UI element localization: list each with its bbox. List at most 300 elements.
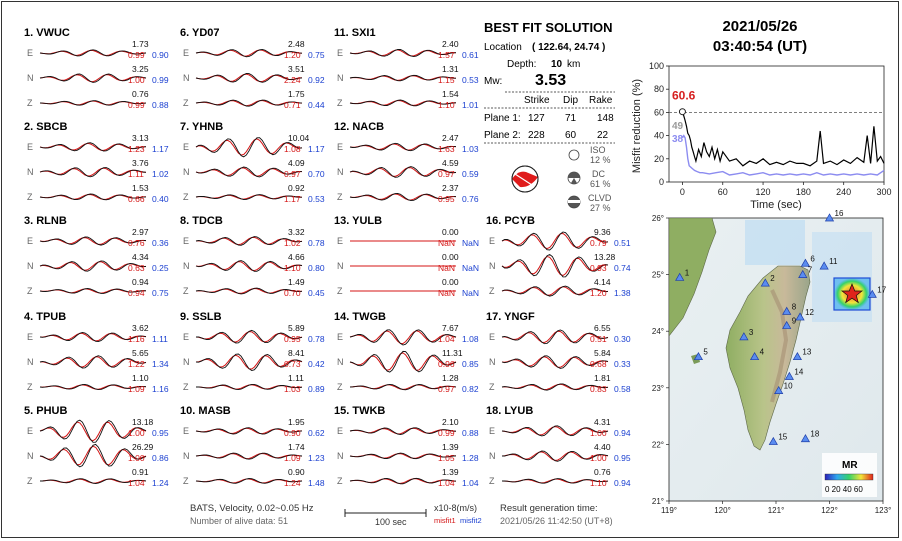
misfit1-value: 2.24 (284, 75, 301, 85)
dc-icon (568, 172, 580, 184)
component-label: E (183, 142, 190, 152)
misfit2-value: 1.48 (308, 478, 325, 488)
amplitude-value: 1.54 (442, 89, 459, 99)
chart-annotation-gray: 49 (672, 121, 684, 133)
misfit2-value: 0.45 (308, 288, 325, 298)
misfit2-value: NaN (462, 288, 480, 298)
misfit2-value: 0.36 (152, 238, 169, 248)
amplitude-value: 0.00 (442, 252, 459, 262)
station-panel (180, 311, 325, 394)
amplitude-value: 3.32 (288, 227, 305, 237)
amplitude-value: 6.55 (594, 323, 611, 333)
clvd-percent: 27 % (590, 203, 611, 213)
misfit1-value: 0.63 (128, 263, 145, 273)
amplitude-value: 4.34 (132, 252, 149, 262)
misfit2-value: 0.92 (308, 75, 325, 85)
component-label: Z (183, 476, 189, 486)
component-label: Z (183, 382, 189, 392)
station-panel (24, 121, 169, 204)
station-panel (334, 121, 479, 204)
amplitude-value: 26.29 (132, 442, 154, 452)
component-label: Z (27, 286, 33, 296)
component-label: N (27, 73, 34, 83)
misfit2-value: 0.33 (614, 359, 631, 369)
station-title: 1. VWUC (24, 27, 70, 39)
misfit1-value: 1.20 (590, 288, 607, 298)
time-scale-label: 100 sec (375, 517, 407, 527)
station-number-label: 2 (770, 274, 775, 284)
misfit1-value: 1.00 (128, 453, 145, 463)
amplitude-value: 3.13 (132, 133, 149, 143)
misfit2-value: 1.23 (308, 453, 325, 463)
component-label: N (489, 357, 496, 367)
misfit1-value: 1.15 (438, 75, 455, 85)
misfit1-value: 1.00 (128, 75, 145, 85)
component-label: Z (489, 286, 495, 296)
legend-misfit2: misfit2 (460, 516, 482, 525)
misfit2-value: 0.89 (308, 384, 325, 394)
x-tick-label: 0 (679, 187, 685, 197)
misfit2-value: 0.61 (462, 50, 479, 60)
misfit2-value: 1.03 (462, 144, 479, 154)
misfit2-value: 1.08 (462, 334, 479, 344)
misfit2-value: 0.88 (152, 100, 169, 110)
component-label: Z (27, 192, 33, 202)
misfit2-value: 0.90 (152, 50, 169, 60)
component-label: E (27, 142, 34, 152)
station-title: 14. TWGB (334, 311, 386, 323)
misfit2-value: 0.85 (462, 359, 479, 369)
mr-colorbar (822, 453, 877, 497)
station-panel (334, 215, 479, 298)
component-label: N (337, 167, 344, 177)
amplitude-value: 2.47 (442, 133, 459, 143)
amplitude-value: 2.10 (442, 417, 459, 427)
amplitude-value: 13.28 (594, 252, 616, 262)
misfit1-value: 1.11 (128, 169, 144, 179)
component-label: E (337, 426, 344, 436)
location-value: ( 122.64, 24.74 ) (532, 42, 606, 53)
component-label: N (27, 261, 34, 271)
component-label: Z (337, 98, 343, 108)
component-label: E (27, 426, 34, 436)
component-label: Z (183, 286, 189, 296)
misfit1-value: 1.10 (438, 100, 455, 110)
station-number-label: 8 (791, 302, 797, 312)
component-label: N (183, 357, 190, 367)
amplitude-value: 5.84 (594, 348, 611, 358)
component-label: N (489, 261, 496, 271)
misfit2-value: 0.95 (152, 428, 169, 438)
component-label: N (489, 451, 496, 461)
amplitude-value: 8.41 (288, 348, 305, 358)
station-triangle (826, 214, 834, 221)
footer-alive-count: Number of alive data: 51 (190, 516, 289, 526)
misfit1-value: 0.66 (128, 194, 145, 204)
amplitude-value: 1.73 (132, 39, 149, 49)
component-label: N (183, 167, 190, 177)
colorbar-ticks: 0 20 40 60 (825, 485, 863, 494)
station-number-label: 12 (805, 308, 814, 318)
station-panel (334, 311, 479, 394)
station-number-label: 17 (877, 285, 887, 295)
event-date: 2021/05/26 (722, 18, 798, 35)
misfit2-value: 1.38 (614, 288, 631, 298)
misfit2-value: 0.53 (462, 75, 479, 85)
misfit1-value: 0.51 (590, 334, 607, 344)
amplitude-value: 2.48 (288, 39, 305, 49)
misfit2-value: 0.74 (614, 263, 631, 273)
station-number-label: 13 (802, 347, 812, 357)
station-title: 9. SSLB (180, 311, 222, 323)
station-title: 17. YNGF (486, 311, 535, 323)
station-number-label: 11 (829, 257, 838, 267)
component-label: Z (27, 98, 33, 108)
component-label: Z (489, 476, 495, 486)
component-label: N (183, 261, 190, 271)
chart-plot-area (669, 66, 884, 182)
station-panel (24, 27, 169, 110)
colorbar-label: MR (842, 460, 858, 471)
station-number-label: 15 (778, 432, 788, 442)
col-strike: Strike (524, 95, 550, 106)
x-tick-label: 60 (717, 187, 728, 197)
station-title: 8. TDCB (180, 215, 223, 227)
misfit1-value: 1.04 (128, 478, 145, 488)
misfit1-value: 0.95 (438, 194, 455, 204)
chart-ylabel: Misfit reduction (%) (631, 78, 643, 174)
plane1-dip: 71 (565, 113, 577, 124)
y-tick-label: 100 (648, 61, 664, 71)
station-number-label: 18 (810, 429, 820, 439)
misfit2-value: 1.01 (462, 100, 479, 110)
amplitude-value: 1.39 (442, 467, 459, 477)
station-number-label: 1 (684, 268, 690, 278)
misfit1-value: 0.94 (128, 288, 145, 298)
plane2-label: Plane 2: (484, 130, 521, 141)
misfit2-value: 0.88 (462, 428, 479, 438)
amplitude-value: 1.39 (442, 442, 459, 452)
component-label: E (27, 236, 34, 246)
misfit2-value: 0.78 (308, 334, 325, 344)
misfit2-value: 0.80 (308, 263, 325, 273)
component-label: Z (489, 382, 495, 392)
component-label: Z (337, 286, 343, 296)
misfit2-value: 0.94 (614, 428, 631, 438)
station-panel (486, 215, 631, 298)
misfit2-value: 1.02 (152, 169, 169, 179)
amplitude-value: 11.31 (442, 348, 463, 358)
amplitude-value: 0.00 (442, 227, 459, 237)
misfit1-value: 0.76 (128, 238, 145, 248)
station-panel (180, 215, 325, 298)
amplitude-value: 3.62 (132, 323, 149, 333)
amplitude-value: 0.91 (132, 467, 149, 477)
clvd-label: CLVD (588, 193, 612, 203)
component-label: Z (183, 192, 189, 202)
misfit1-value: 1.08 (284, 144, 301, 154)
lat-tick-label: 24° (651, 327, 664, 337)
misfit2-value: 1.34 (152, 359, 169, 369)
misfit1-value: 1.00 (590, 453, 607, 463)
amplitude-value: 4.31 (594, 417, 611, 427)
component-label: E (27, 48, 34, 58)
station-panel (180, 27, 325, 110)
station-title: 4. TPUB (24, 311, 67, 323)
amplitude-value: 1.95 (288, 417, 305, 427)
station-title: 18. LYUB (486, 405, 534, 417)
misfit1-value: 0.96 (438, 359, 455, 369)
lat-tick-label: 23° (651, 383, 664, 393)
station-number-label: 7 (807, 265, 813, 275)
component-label: Z (337, 476, 343, 486)
misfit1-value: 0.93 (590, 263, 607, 273)
footer-filter: BATS, Velocity, 0.02~0.05 Hz (190, 503, 314, 514)
station-number-label: 10 (783, 381, 793, 391)
plane1-label: Plane 1: (484, 113, 521, 124)
dc-label: DC (592, 169, 605, 179)
event-time: 03:40:54 (UT) (712, 38, 808, 55)
component-label: N (337, 73, 344, 83)
chart-annotation-best: 60.6 (672, 88, 696, 103)
misfit2-value: 0.25 (152, 263, 169, 273)
iso-label: ISO (590, 145, 606, 155)
component-label: N (27, 357, 34, 367)
misfit1-value: 1.09 (284, 453, 301, 463)
lon-tick-label: 121° (767, 506, 785, 515)
x-tick-label: 180 (795, 187, 811, 197)
mw-label: Mw: (484, 76, 503, 87)
misfit1-value: 1.16 (128, 334, 145, 344)
solution-block (484, 20, 615, 213)
station-title: 15. TWKB (334, 405, 386, 417)
station-title: 6. YD07 (180, 27, 220, 39)
misfit1-value: 0.99 (438, 428, 455, 438)
station-number-label: 6 (810, 254, 815, 264)
misfit1-value: 1.03 (284, 384, 301, 394)
misfit2-value: 0.94 (614, 478, 631, 488)
chart-xlabel: Time (sec) (750, 199, 802, 211)
misfit1-value: 0.68 (590, 359, 607, 369)
misfit2-value: 0.30 (614, 334, 631, 344)
misfit1-value: 0.90 (284, 428, 301, 438)
station-panel (24, 311, 169, 394)
component-label: Z (337, 192, 343, 202)
component-label: E (337, 332, 344, 342)
plane2-strike: 228 (528, 130, 545, 141)
x-tick-label: 120 (755, 187, 771, 197)
generation-label: Result generation time: (500, 503, 598, 514)
component-label: Z (183, 98, 189, 108)
misfit1-value: 0.99 (128, 100, 145, 110)
y-tick-label: 40 (653, 130, 664, 141)
misfit2-value: NaN (462, 238, 480, 248)
taiwan-map (652, 209, 891, 515)
component-label: E (337, 48, 344, 58)
x-tick-label: 240 (836, 187, 852, 197)
component-label: N (27, 451, 34, 461)
y-tick-label: 60 (653, 107, 664, 118)
amplitude-value: 1.28 (442, 373, 459, 383)
mw-value: 3.53 (535, 72, 567, 89)
amplitude-value: 0.76 (132, 89, 149, 99)
amplitude-value: 1.49 (288, 277, 305, 287)
misfit1-value: 0.79 (590, 238, 607, 248)
component-label: N (183, 73, 190, 83)
plane1-strike: 127 (528, 113, 545, 124)
lat-tick-label: 22° (651, 440, 664, 450)
misfit2-value: 0.82 (462, 384, 479, 394)
station-number-label: 3 (748, 327, 754, 337)
amplitude-value: 3.51 (288, 64, 305, 74)
amplitude-value: 5.65 (132, 348, 149, 358)
misfit2-value: 0.59 (462, 169, 479, 179)
best-point-marker (679, 109, 685, 115)
misfit2-value: 0.75 (308, 50, 325, 60)
misfit1-value: 1.23 (128, 144, 145, 154)
amplitude-value: 7.67 (442, 323, 459, 333)
station-title: 3. RLNB (24, 215, 67, 227)
station-title: 7. YHNB (180, 121, 224, 133)
misfit1-value: 1.57 (438, 50, 455, 60)
misfit1-value: 1.00 (590, 428, 607, 438)
generation-time: 2021/05/26 11:42:50 (UT+8) (500, 516, 613, 526)
misfit1-value: 1.00 (128, 428, 145, 438)
misfit1-value: 1.24 (284, 478, 301, 488)
station-title: 2. SBCB (24, 121, 68, 133)
component-label: E (183, 48, 190, 58)
component-label: N (337, 261, 344, 271)
misfit1-value: 0.73 (284, 359, 301, 369)
station-panel (180, 121, 325, 204)
misfit1-value: NaN (438, 263, 456, 273)
clvd-icon (568, 196, 580, 208)
amplitude-value: 1.74 (288, 442, 305, 452)
amplitude-value: 0.92 (288, 183, 305, 193)
amplitude-value: 4.66 (288, 252, 305, 262)
component-label: E (337, 236, 344, 246)
component-label: N (337, 451, 344, 461)
misfit1-value: 1.09 (128, 384, 145, 394)
component-label: Z (337, 382, 343, 392)
amplitude-value: 1.81 (594, 373, 611, 383)
misfit2-value: 1.16 (152, 384, 169, 394)
misfit1-value: 1.10 (284, 263, 301, 273)
depth-value: 10 (551, 59, 563, 70)
component-label: E (27, 332, 34, 342)
amplitude-value: 0.94 (132, 277, 149, 287)
component-label: E (183, 426, 190, 436)
amplitude-value: 0.90 (288, 467, 305, 477)
misfit1-value: 0.71 (284, 100, 301, 110)
misfit2-value: 1.24 (152, 478, 169, 488)
misfit2-value: 1.28 (462, 453, 479, 463)
misfit2-value: 0.86 (152, 453, 169, 463)
amplitude-value: 3.76 (132, 158, 149, 168)
depth-unit: km (567, 59, 581, 70)
lat-tick-label: 26° (651, 214, 664, 223)
misfit2-value: 0.51 (614, 238, 631, 248)
misfit2-value: 1.17 (308, 144, 325, 154)
misfit2-value: 0.44 (308, 100, 325, 110)
misfit1-value: 0.97 (438, 169, 455, 179)
misfit1-value: 1.05 (438, 453, 455, 463)
amplitude-value: 1.53 (132, 183, 149, 193)
misfit1-value: 0.95 (284, 334, 301, 344)
component-label: E (337, 142, 344, 152)
station-title: 5. PHUB (24, 405, 68, 417)
component-label: E (489, 332, 496, 342)
station-number-label: 5 (703, 347, 708, 357)
component-label: Z (27, 382, 33, 392)
misfit2-value: 1.17 (152, 144, 169, 154)
amplitude-value: 2.97 (132, 227, 149, 237)
solution-title: BEST FIT SOLUTION (484, 20, 613, 35)
misfit2-value: 0.76 (462, 194, 479, 204)
legend-misfit1: misfit1 (434, 516, 456, 525)
dc-percent: 61 % (590, 179, 611, 189)
misfit2-value: 0.40 (152, 194, 169, 204)
misfit1-value: 1.22 (128, 359, 145, 369)
amplitude-value: 10.04 (288, 133, 310, 143)
amplitude-value: 0.00 (442, 277, 459, 287)
lat-tick-label: 21° (651, 497, 664, 506)
misfit2-value: 0.78 (308, 238, 325, 248)
y-tick-label: 80 (653, 84, 664, 95)
location-label: Location (484, 42, 522, 53)
misfit1-value: 1.20 (284, 50, 301, 60)
plane1-rake: 148 (597, 113, 614, 124)
misfit2-value: 0.62 (308, 428, 325, 438)
plane2-dip: 60 (565, 130, 577, 141)
lon-tick-label: 120° (714, 506, 731, 515)
amplitude-value: 2.40 (442, 39, 459, 49)
mr-coverage-north (745, 220, 805, 265)
col-dip: Dip (563, 95, 579, 106)
amplitude-value: 2.37 (442, 183, 459, 193)
amplitude-value: 4.59 (442, 158, 459, 168)
lat-tick-label: 25° (651, 270, 664, 280)
component-label: N (183, 451, 190, 461)
misfit2-value: 0.95 (614, 453, 631, 463)
col-rake: Rake (589, 95, 613, 106)
amplitude-value: 1.75 (288, 89, 305, 99)
amplitude-value: 5.89 (288, 323, 305, 333)
amplitude-unit: x10-8(m/s) (434, 503, 478, 513)
station-title: 13. YULB (334, 215, 383, 227)
misfit1-value: 1.63 (438, 144, 455, 154)
chart-annotation-blue: 38 (672, 133, 684, 145)
misfit1-value: 0.83 (590, 384, 607, 394)
misfit1-value: 1.10 (590, 478, 607, 488)
station-title: 16. PCYB (486, 215, 535, 227)
lon-tick-label: 123° (874, 506, 892, 515)
component-label: E (489, 426, 496, 436)
footer (190, 503, 613, 527)
station-panel (24, 405, 169, 488)
station-panel (24, 215, 169, 298)
amplitude-value: 4.14 (594, 277, 611, 287)
misfit1-value: NaN (438, 288, 456, 298)
amplitude-value: 13.18 (132, 417, 154, 427)
station-number-label: 9 (791, 316, 797, 326)
iso-percent: 12 % (590, 155, 611, 165)
misfit2-value: 1.04 (462, 478, 479, 488)
misfit1-value: 0.99 (128, 50, 145, 60)
beachball-icon (512, 166, 538, 192)
component-label: Z (27, 476, 33, 486)
amplitude-value: 1.31 (442, 64, 459, 74)
